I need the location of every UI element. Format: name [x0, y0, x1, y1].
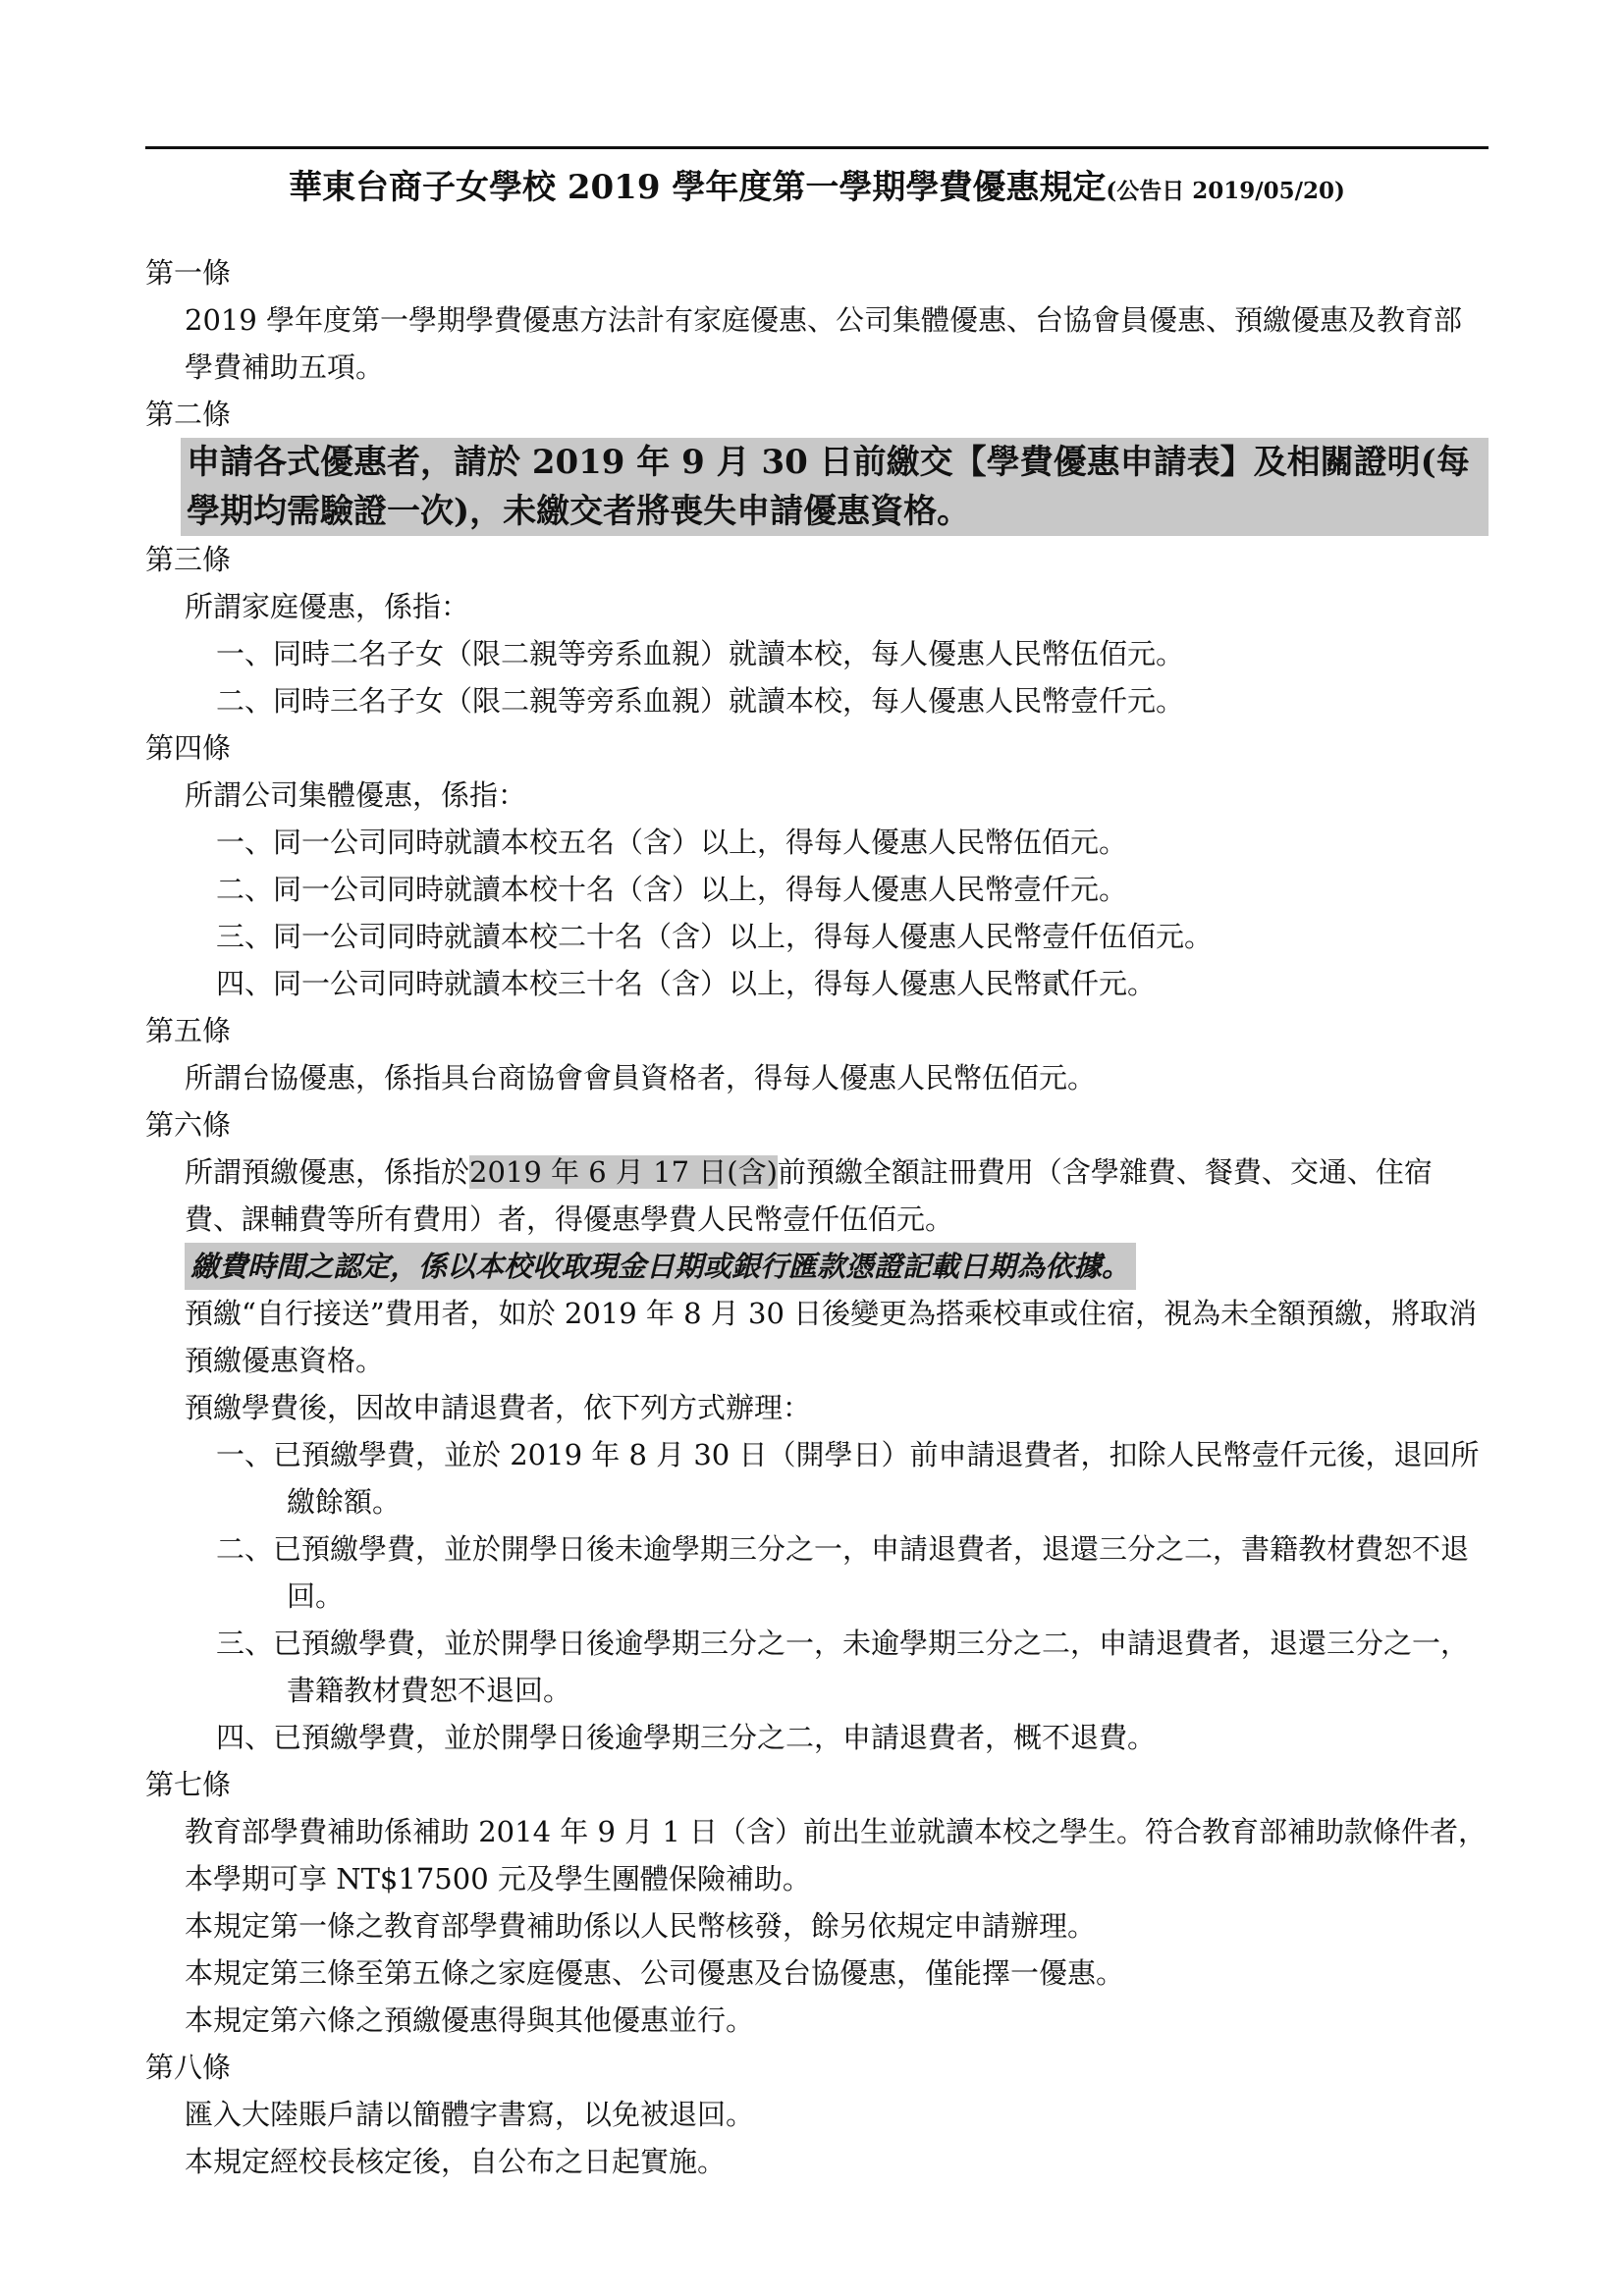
prepay-deadline-highlight: 2019 年 6 月 17 日(含) [469, 1155, 778, 1189]
article-4-heading: 第四條 [145, 731, 232, 765]
article-8-text: 匯入大陸賬戶請以簡體字書寫，以免被退回。 [185, 2098, 755, 2131]
article-3-intro: 所謂家庭優惠，係指： [185, 590, 470, 623]
article-8-heading: 第八條 [145, 2051, 232, 2084]
article-6-refund-intro: 預繳學費後，因故申請退費者，依下列方式辦理： [185, 1391, 812, 1424]
article-5-text: 所謂台協優惠，係指具台商協會會員資格者，得每人優惠人民幣伍佰元。 [185, 1061, 1097, 1095]
article-6-self-pickup-text: 預繳“自行接送”費用者，如於 2019 年 8 月 30 日後變更為搭乘校車或住宿，視為未全額預繳，將取消預繳優惠資格。 [185, 1297, 1478, 1377]
article-6-text-before: 所謂預繳優惠，係指於 [185, 1155, 470, 1189]
article-4-item: 三、同一公司同時就讀本校二十名（含）以上，得每人優惠人民幣壹仟伍佰元。 [216, 920, 1214, 953]
article-6-heading: 第六條 [145, 1108, 232, 1142]
refund-rule-item: 一、已預繳學費，並於 2019 年 8 月 30 日（開學日）前申請退費者，扣除人民幣壹仟元後，退回所繳餘額。 [216, 1438, 1480, 1519]
title-main: 華東台商子女學校 2019 學年度第一學期學費優惠規定 [289, 168, 1107, 207]
document-body [145, 249, 1489, 2185]
article-5-heading: 第五條 [145, 1014, 232, 1047]
refund-rule-item: 二、已預繳學費，並於開學日後未逾學期三分之一，申請退費者，退還三分之二，書籍教材費恕不退回。 [216, 1532, 1470, 1613]
title-announcement-date: (公告日 2019/05/20) [1106, 178, 1345, 204]
article-6-text-after: 前預繳全額註冊費用（含學雜費、餐費、交通、住宿費、課輔費等所有費用）者，得優惠學費人民幣壹仟伍佰元。 [185, 1155, 1433, 1236]
top-rule [145, 146, 1489, 149]
article-4-intro: 所謂公司集體優惠，係指： [185, 778, 527, 812]
article-7-text: 教育部學費補助係補助 2014 年 9 月 1 日（含）前出生並就讀本校之學生。符合教育部補助款條件者，本學期可享 NT$17500 元及學生團體保險補助。 [185, 1815, 1488, 1896]
article-6-text [145, 1148, 1489, 1243]
refund-rule-item: 四、已預繳學費，並於開學日後逾學期三分之二，申請退費者，概不退費。 [216, 1721, 1157, 1754]
article-2-heading: 第二條 [145, 398, 232, 431]
article-1-text: 2019 學年度第一學期學費優惠方法計有家庭優惠、公司集體優惠、台協會員優惠、預繳優惠及教育部學費補助五項。 [185, 303, 1463, 384]
article-7-text: 本規定第三條至第五條之家庭優惠、公司優惠及台協優惠，僅能擇一優惠。 [185, 1956, 1125, 1990]
article-2-highlight-notice: 申請各式優惠者，請於 2019 年 9 月 30 日前繳交【學費優惠申請表】及相關證明(每學期均需驗證一次)，未繳交者將喪失申請優惠資格。 [181, 438, 1489, 536]
article-6-payment-note [145, 1243, 1489, 1290]
document-title [145, 163, 1489, 216]
article-3-item: 一、同時二名子女（限二親等旁系血親）就讀本校，每人優惠人民幣伍佰元。 [216, 637, 1185, 670]
article-4-item: 一、同一公司同時就讀本校五名（含）以上，得每人優惠人民幣伍佰元。 [216, 826, 1128, 859]
article-3-heading: 第三條 [145, 543, 232, 576]
article-1-heading: 第一條 [145, 256, 232, 290]
article-4-item: 四、同一公司同時就讀本校三十名（含）以上，得每人優惠人民幣貳仟元。 [216, 967, 1157, 1000]
article-4-item: 二、同一公司同時就讀本校十名（含）以上，得每人優惠人民幣壹仟元。 [216, 873, 1128, 906]
article-7-text: 本規定第六條之預繳優惠得與其他優惠並行。 [185, 2003, 755, 2037]
article-7-heading: 第七條 [145, 1768, 232, 1801]
article-7-text: 本規定第一條之教育部學費補助係以人民幣核發，餘另依規定申請辦理。 [185, 1909, 1097, 1943]
payment-date-note: 繳費時間之認定，係以本校收取現金日期或銀行匯款憑證記載日期為依據。 [185, 1243, 1136, 1290]
article-3-item: 二、同時三名子女（限二親等旁系血親）就讀本校，每人優惠人民幣壹仟元。 [216, 684, 1185, 718]
article-8-text: 本規定經校長核定後，自公布之日起實施。 [185, 2145, 727, 2178]
refund-rule-item: 三、已預繳學費，並於開學日後逾學期三分之一，未逾學期三分之二，申請退費者，退還三分之一，書籍教材費恕不退回。 [216, 1627, 1470, 1707]
